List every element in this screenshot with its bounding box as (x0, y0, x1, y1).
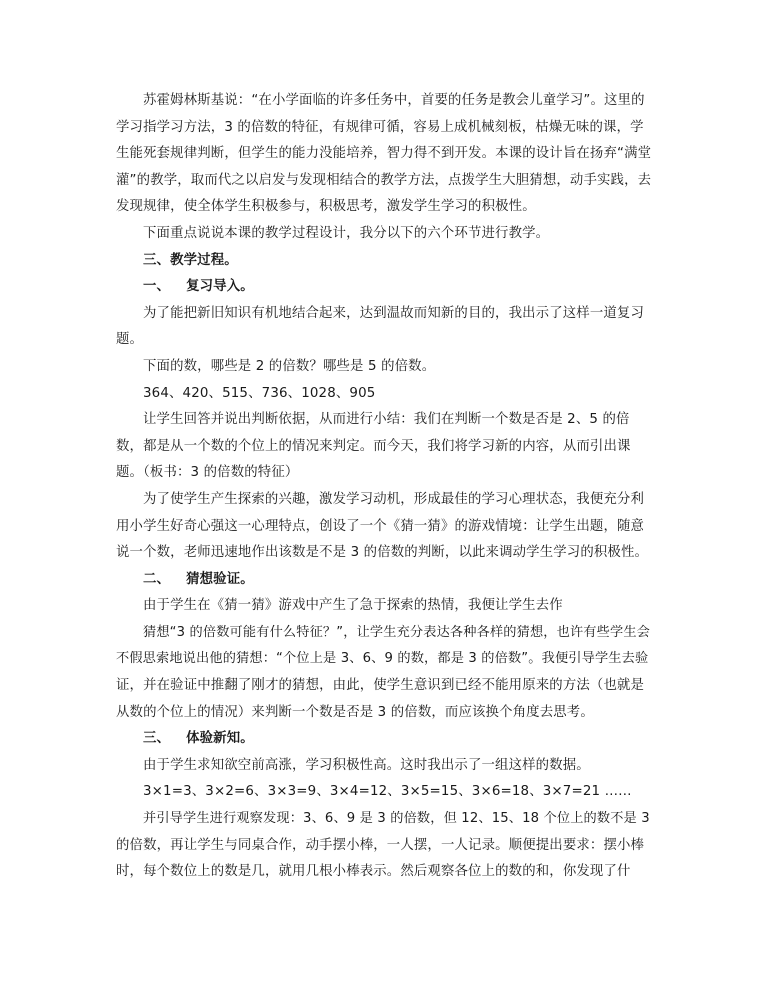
paragraph-line: 由于学生在《猜一猜》游戏中产生了急于探索的热情，我便让学生去作 (143, 598, 563, 614)
paragraph-line: 让学生回答并说出判断依据，从而进行小结：我们在判断一个数是否是 2、5 的倍 (143, 412, 630, 428)
subsection-heading (116, 274, 652, 301)
paragraph-line: 为了使学生产生探索的兴趣，激发学习动机，形成最佳的学习心理状态，我便充分利 (143, 491, 645, 507)
number-list-line: 364、420、515、736、1028、905 (143, 385, 376, 401)
equation-line: 3×1=3、3×2=6、3×3=9、3×4=12、3×5=15、3×6=18、3×7=21 …… (143, 784, 632, 800)
paragraph-line: 为了能把新旧知识有机地结合起来，达到温故而知新的目的，我出示了这样一道复习 (143, 305, 645, 321)
paragraph-line: 发现规律，使全体学生积极参与，积极思考，激发学生学习的积极性。 (116, 199, 536, 215)
paragraph-line: 不假思索地说出他的猜想：“个位上是 3、6、9 的数，都是 3 的倍数”。我便引导学生去验 (116, 651, 649, 667)
paragraph-line: 下面重点说说本课的教学过程设计，我分以下的六个环节进行教学。 (143, 225, 550, 241)
heading-number: 二、 (143, 571, 171, 587)
paragraph-line: 下面的数，哪些是 2 的倍数？哪些是 5 的倍数。 (143, 358, 436, 374)
heading-text: 猜想验证。 (186, 571, 254, 587)
subsection-heading (116, 567, 652, 594)
paragraph-line: 生能死套规律判断，但学生的能力没能培养，智力得不到开发。本课的设计旨在扬弃“满堂 (116, 146, 652, 162)
paragraph-line: 由于学生求知欲空前高涨，学习积极性高。这时我出示了一组这样的数据。 (143, 757, 590, 773)
document-body (116, 88, 652, 886)
paragraph-line: 题。（板书：3 的倍数的特征） (116, 465, 299, 481)
paragraph-line: 时，每个数位上的数是几，就用几根小棒表示。然后观察各位上的数的和，你发现了什 (116, 864, 631, 880)
heading-number: 三、 (143, 731, 171, 747)
paragraph-line: 并引导学生进行观察发现：3、6、9 是 3 的倍数，但 12、15、18 个位上的数不是 3 (143, 811, 650, 827)
paragraph-line: 学习指学习方法，3 的倍数的特征，有规律可循，容易上成机械刻板，枯燥无味的课，学 (116, 119, 644, 135)
paragraph-line: 猜想“3 的倍数可能有什么特征？”，让学生充分表达各种各样的猜想，也许有些学生会 (143, 624, 650, 640)
paragraph-line: 数，都是从一个数的个位上的情况来判定。而今天，我们将学习新的内容，从而引出课 (116, 438, 631, 454)
subsection-heading (116, 726, 652, 753)
paragraph-line: 的倍数，再让学生与同桌合作，动手摆小棒，一人摆，一人记录。顺便提出要求：摆小棒 (116, 837, 645, 853)
heading-text: 复习导入。 (186, 279, 254, 295)
paragraph-line: 用小学生好奇心强这一心理特点，创设了一个《猜一猜》的游戏情境：让学生出题，随意 (116, 518, 645, 534)
paragraph-line: 从数的个位上的情况）来判断一个数是否是 3 的倍数，而应该换个角度去思考。 (116, 704, 594, 720)
paragraph-line: 题。 (116, 332, 144, 348)
paragraph-line: 说一个数，老师迅速地作出该数是不是 3 的倍数的判断，以此来调动学生学习的积极性。 (116, 545, 649, 561)
paragraph-line: 苏霍姆林斯基说：“在小学面临的许多任务中，首要的任务是教会儿童学习”。这里的 (143, 93, 645, 108)
heading-text: 体验新知。 (186, 731, 254, 747)
paragraph-line: 灌”的教学，取而代之以启发与发现相结合的教学方法，点拨学生大胆猜想，动手实践，去 (116, 172, 652, 188)
heading-number: 一、 (143, 279, 171, 295)
section-heading: 三、教学过程。 (143, 252, 238, 268)
paragraph-line: 证，并在验证中推翻了刚才的猜想，由此，使学生意识到已经不能用原来的方法（也就是 (116, 678, 645, 694)
